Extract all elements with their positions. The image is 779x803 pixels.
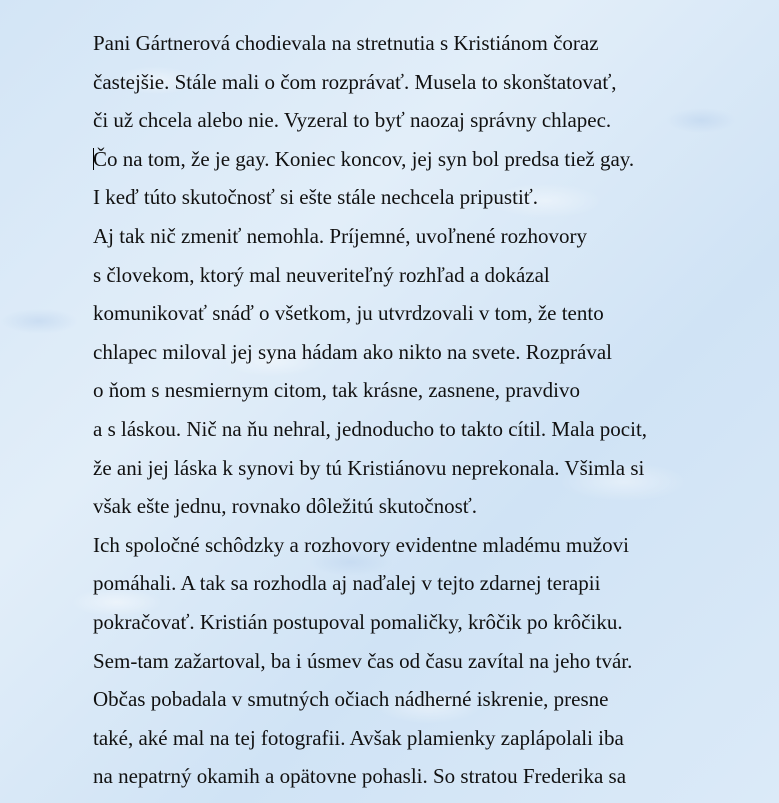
text-line-11: a s láskou. Nič na ňu nehral, jednoducho to takto cítil. Mala pocit,: [93, 416, 648, 441]
text-line-5: I keď túto skutočnosť si ešte stále nechcela pripustiť.: [93, 185, 538, 210]
document-page[interactable]: [93, 24, 753, 796]
text-line-15: pomáhali. A tak sa rozhodla aj naďalej v tejto zdarnej terapii: [93, 571, 601, 596]
text-line-16: pokračovať. Kristián postupoval pomaličky, krôčik po krôčiku.: [93, 609, 623, 634]
text-line-9: chlapec miloval jej syna hádam ako nikto na svete. Rozprával: [93, 339, 612, 364]
text-line-20: na nepatrný okamih a opätovne pohasli. So stratou Frederika sa: [93, 764, 627, 789]
text-line-8: komunikovať snáď o všetkom, ju utvrdzovali v tom, že tento: [93, 301, 604, 326]
text-line-1: Pani Gártnerová chodievala na stretnutia s Kristiánom čoraz: [93, 31, 599, 55]
text-line-3: či už chcela alebo nie. Vyzeral to byť naozaj správny chlapec.: [93, 108, 612, 133]
text-line-4: Čo na tom, že je gay. Koniec koncov, jej syn bol predsa tiež gay.: [93, 146, 635, 171]
text-line-4-with-caret: [93, 140, 753, 179]
text-line-10: o ňom s nesmiernym citom, tak krásne, zasnene, pravdivo: [93, 378, 580, 403]
text-line-7: s človekom, ktorý mal neuveriteľný rozhľad a dokázal: [93, 262, 550, 287]
text-line-12: že ani jej láska k synovi by tú Kristiánovu neprekonala. Všimla si: [93, 455, 645, 480]
text-line-6: Aj tak nič zmeniť nemohla. Príjemné, uvoľnené rozhovory: [93, 223, 587, 248]
text-line-13: však ešte jednu, rovnako dôležitú skutočnosť.: [93, 494, 477, 519]
text-line-19: také, aké mal na tej fotografii. Avšak plamienky zaplápolali iba: [93, 725, 624, 750]
text-line-14: Ich spoločné schôdzky a rozhovory evidentne mladému mužovi: [93, 532, 629, 557]
text-line-2: častejšie. Stále mali o čom rozprávať. Musela to skonštatovať,: [93, 69, 617, 94]
text-line-18: Občas pobadala v smutných očiach nádherné iskrenie, presne: [93, 687, 609, 712]
text-line-17: Sem-tam zažartoval, ba i úsmev čas od času zavítal na jeho tvár.: [93, 648, 633, 673]
